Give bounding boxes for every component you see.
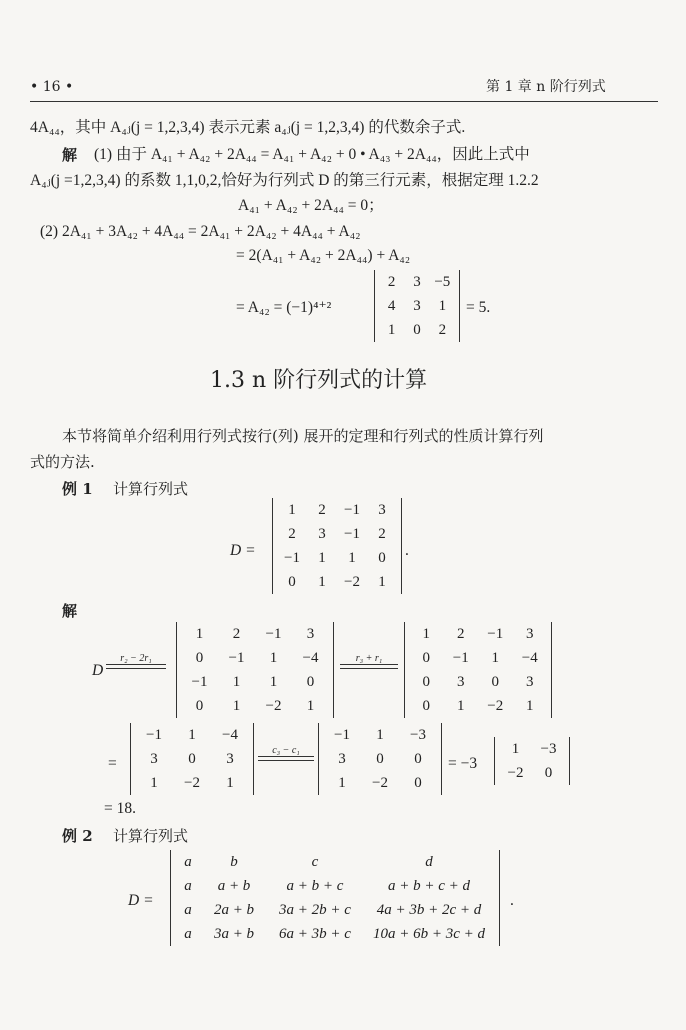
- matrix-cell: −2: [184, 775, 200, 791]
- matrix-cell: 3: [378, 502, 386, 518]
- matrix-cell: 1: [188, 727, 196, 743]
- row-op-2-label: r₃ + r₁: [355, 653, 383, 664]
- matrix-cell: 3: [338, 751, 346, 767]
- matrix-cell: 1: [195, 626, 204, 642]
- determinant-step-3: [130, 723, 254, 795]
- example-1-period: .: [405, 542, 409, 559]
- matrix-cell: a: [184, 878, 192, 894]
- matrix-cell: 4a + 3b + 2c + d: [376, 902, 482, 918]
- matrix-cell: 1: [438, 298, 447, 314]
- matrix-cell: 0: [378, 550, 386, 566]
- matrix-cell: 0: [422, 674, 430, 690]
- matrix-cell: 1: [338, 775, 346, 791]
- solution-d: D: [92, 662, 104, 679]
- matrix-cell: 3: [150, 751, 158, 767]
- matrix-cell: −3: [540, 741, 557, 757]
- determinant-4x4-example-2: [170, 850, 500, 946]
- matrix-cell: b: [230, 854, 238, 870]
- matrix-cell: 1: [288, 502, 296, 518]
- matrix-cell: 2: [457, 626, 465, 642]
- matrix-cell: 2: [232, 626, 241, 642]
- determinant-step-4: [318, 723, 442, 795]
- matrix-cell: 2a + b: [213, 902, 255, 918]
- determinant-3x3-intro: [374, 270, 460, 342]
- matrix-cell: 10a + 6b + 3c + d: [372, 926, 486, 942]
- matrix-cell: 2: [318, 502, 326, 518]
- matrix-cell: 0: [376, 751, 384, 767]
- matrix-cell: c: [311, 854, 319, 870]
- matrix-cell: −2: [507, 765, 524, 781]
- equals-sign: =: [108, 755, 117, 772]
- equation-1: A₄₁ + A₄₂ + 2A₄₄ = 0；: [238, 197, 384, 214]
- matrix-cell: −1: [265, 626, 282, 642]
- intro-line-2: (1) 由于 A₄₁ + A₄₂ + 2A₄₄ = A₄₁ + A₄₂ + 0 • A₄₃ + 2A₄₄，因此上式中: [94, 146, 530, 163]
- matrix-cell: 1: [150, 775, 158, 791]
- matrix-cell: a: [184, 926, 192, 942]
- equation-2c-left: = A₄₂ = (−1)⁴⁺²: [236, 299, 332, 316]
- example-2-label: 例 2: [62, 827, 93, 845]
- matrix-cell: 0: [422, 650, 430, 666]
- matrix-cell: 1: [422, 626, 430, 642]
- matrix-cell: 0: [195, 650, 204, 666]
- matrix-cell: a + b: [217, 878, 251, 894]
- matrix-cell: a + b + c: [286, 878, 344, 894]
- row-op-1: [106, 653, 166, 669]
- matrix-cell: 3: [413, 274, 421, 290]
- determinant-4x4-example-1: [272, 498, 402, 594]
- solution-label-1: 解: [62, 146, 78, 164]
- para-line-1: 本节将简单介绍利用行列式按行(列) 展开的定理和行列式的性质计算行列: [62, 427, 544, 445]
- matrix-cell: a: [184, 902, 192, 918]
- factor-minus-3: = −3: [448, 755, 478, 772]
- matrix-cell: 1: [306, 698, 315, 714]
- matrix-cell: 3: [226, 751, 234, 767]
- page-number: • 16 •: [30, 79, 74, 95]
- matrix-cell: 0: [188, 751, 196, 767]
- example-1-label: 例 1: [62, 480, 93, 498]
- row-op-1-equals: [106, 664, 166, 669]
- matrix-cell: 2: [438, 322, 447, 338]
- matrix-cell: 3: [306, 626, 315, 642]
- matrix-cell: 0: [413, 322, 421, 338]
- matrix-cell: −2: [372, 775, 388, 791]
- col-op-label: c₃ − c₁: [272, 745, 300, 756]
- solution-label-2: 解: [62, 602, 78, 620]
- col-op-equals: [258, 756, 314, 761]
- matrix-cell: 0: [422, 698, 430, 714]
- matrix-cell: 3: [526, 674, 534, 690]
- matrix-cell: 3a + 2b + c: [279, 902, 351, 918]
- example-1-text: 计算行列式: [113, 480, 189, 498]
- matrix-cell: 0: [491, 674, 499, 690]
- matrix-cell: 3: [457, 674, 465, 690]
- final-result: = 18.: [104, 800, 136, 817]
- matrix-cell: 1: [387, 322, 396, 338]
- matrix-cell: 1: [318, 550, 326, 566]
- matrix-cell: 1: [376, 727, 384, 743]
- matrix-cell: 0: [306, 674, 315, 690]
- matrix-cell: 2: [288, 526, 296, 542]
- matrix-cell: −3: [410, 727, 426, 743]
- matrix-cell: −1: [334, 727, 350, 743]
- matrix-cell: 6a + 3b + c: [279, 926, 351, 942]
- matrix-cell: 0: [414, 751, 422, 767]
- matrix-cell: −1: [487, 626, 504, 642]
- matrix-cell: 1: [491, 650, 499, 666]
- chapter-title: 第 1 章 n 阶行列式: [486, 79, 606, 95]
- matrix-cell: a: [184, 854, 192, 870]
- matrix-cell: −2: [265, 698, 282, 714]
- matrix-cell: −1: [344, 526, 360, 542]
- example-2-period: .: [510, 892, 514, 909]
- row-op-2: [340, 653, 398, 669]
- matrix-cell: 1: [232, 698, 241, 714]
- matrix-cell: 3: [318, 526, 326, 542]
- matrix-cell: 1: [232, 674, 241, 690]
- matrix-cell: 1: [457, 698, 465, 714]
- matrix-cell: −2: [487, 698, 504, 714]
- col-op: [258, 745, 314, 761]
- matrix-cell: 1: [526, 698, 534, 714]
- matrix-cell: −4: [222, 727, 238, 743]
- matrix-cell: 4: [387, 298, 396, 314]
- matrix-cell: 1: [226, 775, 234, 791]
- matrix-cell: 0: [288, 574, 296, 590]
- determinant-step-1: [176, 622, 334, 718]
- matrix-cell: −1: [228, 650, 245, 666]
- matrix-cell: −1: [191, 674, 208, 690]
- row-op-1-label: r₂ − 2r₁: [120, 653, 152, 664]
- matrix-cell: −1: [452, 650, 469, 666]
- para-line-2: 式的方法.: [30, 453, 95, 471]
- matrix-cell: 1: [378, 574, 386, 590]
- matrix-cell: −1: [284, 550, 300, 566]
- matrix-cell: −4: [521, 650, 538, 666]
- example-2-text: 计算行列式: [113, 827, 189, 845]
- determinant-step-2: [404, 622, 552, 718]
- intro-line-1: 4A₄₄，其中 A₄ⱼ(j = 1,2,3,4) 表示元素 a₄ⱼ(j = 1,2,3,4) 的代数余子式.: [30, 119, 466, 136]
- row-op-2-equals: [340, 664, 398, 669]
- matrix-cell: 3a + b: [213, 926, 255, 942]
- matrix-cell: −1: [344, 502, 360, 518]
- matrix-cell: 1: [348, 550, 356, 566]
- matrix-cell: −5: [434, 274, 451, 290]
- matrix-cell: 2: [387, 274, 396, 290]
- section-title: 1.3 n 阶行列式的计算: [210, 368, 428, 393]
- example-1-lhs: D =: [230, 542, 256, 559]
- equation-2c-right: = 5.: [466, 299, 491, 316]
- equation-2b: = 2(A₄₁ + A₄₂ + 2A₄₄) + A₄₂: [236, 247, 411, 264]
- matrix-cell: d: [425, 854, 433, 870]
- matrix-cell: −2: [344, 574, 360, 590]
- matrix-cell: 2: [378, 526, 386, 542]
- equation-2a: (2) 2A₄₁ + 3A₄₂ + 4A₄₄ = 2A₄₁ + 2A₄₂ + 4A₄₄ + A₄₂: [40, 223, 361, 240]
- determinant-step-5: [494, 737, 570, 785]
- matrix-cell: a + b + c + d: [387, 878, 471, 894]
- matrix-cell: −4: [302, 650, 319, 666]
- matrix-cell: 0: [195, 698, 204, 714]
- matrix-cell: 1: [511, 741, 520, 757]
- header-rule: [30, 101, 658, 102]
- matrix-cell: 0: [414, 775, 422, 791]
- example-2-lhs: D =: [128, 892, 154, 909]
- matrix-cell: 0: [544, 765, 553, 781]
- matrix-cell: 1: [269, 650, 278, 666]
- intro-line-3: A₄ⱼ(j =1,2,3,4) 的系数 1,1,0,2,恰好为行列式 D 的第三行元素，根据定理 1.2.2: [30, 172, 539, 189]
- matrix-cell: 1: [318, 574, 326, 590]
- matrix-cell: 3: [413, 298, 421, 314]
- matrix-cell: 3: [526, 626, 534, 642]
- matrix-cell: −1: [146, 727, 162, 743]
- matrix-cell: 1: [269, 674, 278, 690]
